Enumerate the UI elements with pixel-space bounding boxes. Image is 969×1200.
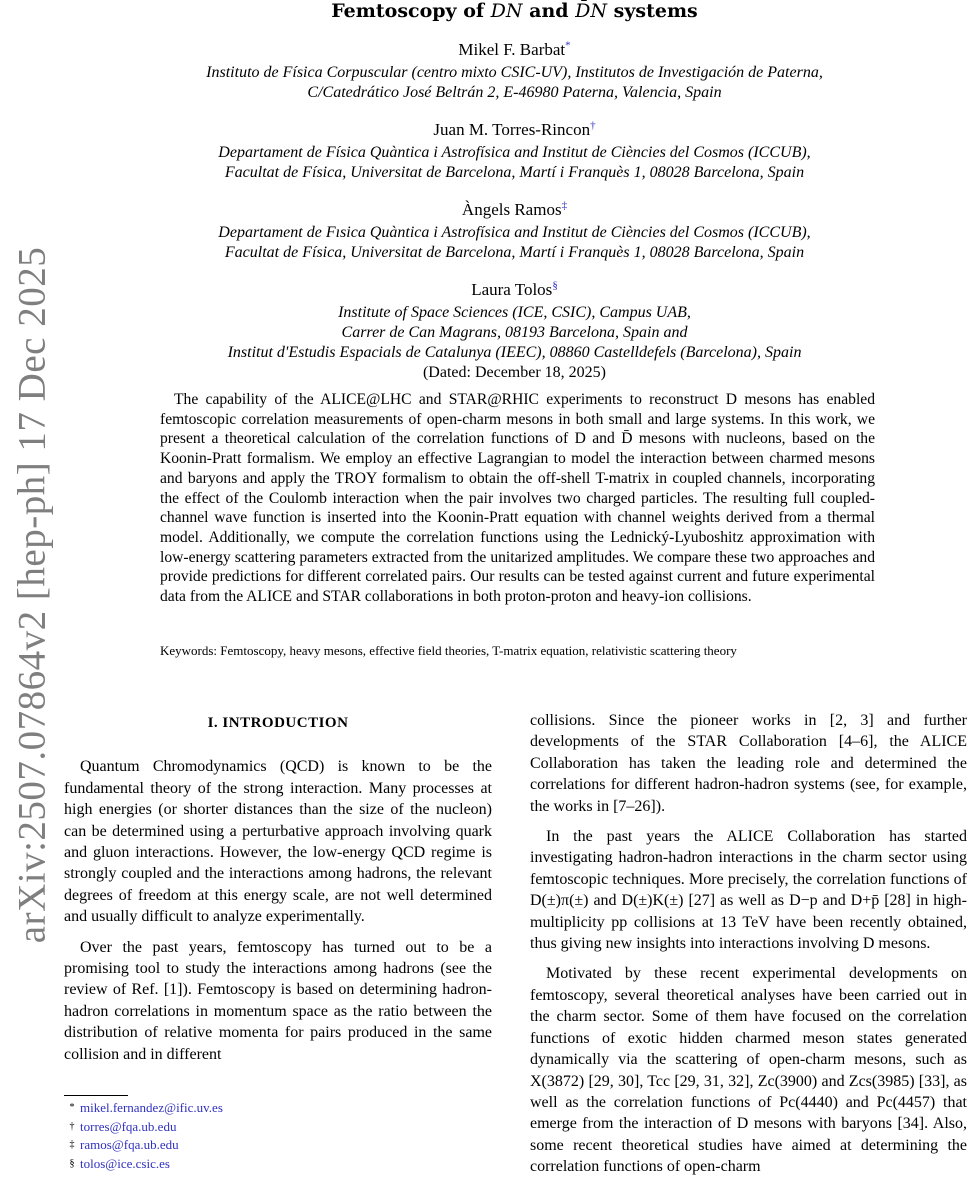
- arxiv-sidebar: [0, 0, 60, 1200]
- footnote: [64, 1155, 223, 1174]
- body-paragraph: Motivated by these recent experimental developments on femtoscopy, several theoretical analyses have been carried out in the charm sector. Some of them have focused on the correlation functions of exotic hidden charmed meson states generated dynamically via the scattering of open-charm mesons, such as X(3872) [29, 30], Tcc [29, 31, 32], Zc(3900) and Zcs(3985) [33], as well as the correlation functions of Pc(4440) and Pc(4457) that emerge from the interaction of D mesons with baryons [34]. Also, some recent theoretical studies have aimed at determining the correlation functions of open-charm: [530, 965, 967, 1176]
- author-block: [60, 280, 969, 383]
- author-block: [60, 200, 969, 263]
- affiliation-line: C/Catedrático José Beltrán 2, E-46980 Paterna, Valencia, Spain: [307, 84, 722, 101]
- affiliation-line: Departament de Fısica Quàntica i Astrofísica and Institut de Ciències del Cosmos (ICCUB),: [218, 224, 811, 241]
- affiliation-line: Departament de Física Quàntica i Astrofísica and Institut de Ciències del Cosmos (ICCUB),: [218, 144, 811, 161]
- author-list: [60, 40, 969, 383]
- footnote-mark: *: [69, 1102, 75, 1113]
- footnote-mark: ‡: [69, 1139, 75, 1150]
- section-heading: I. INTRODUCTION: [207, 715, 349, 731]
- email-link[interactable]: mikel.fernandez@ific.uv.es: [80, 1100, 223, 1115]
- email-link[interactable]: ramos@fqa.ub.edu: [80, 1137, 179, 1152]
- author-footnote-link[interactable]: *: [565, 39, 571, 52]
- footnote: [64, 1136, 223, 1155]
- affiliation-line: Facultat de Física, Universitat de Barcelona, Martí i Franquès 1, 08028 Barcelona, Spain: [224, 244, 805, 261]
- affiliation-line: Instituto de Física Corpuscular (centro mixto CSIC-UV), Institutos de Investigación de Paterna,: [206, 64, 823, 81]
- author-name-text: Mikel F. Barbat: [458, 40, 566, 59]
- footnote-rule: [64, 1095, 128, 1096]
- author-block: [60, 40, 969, 103]
- footnote-mark: †: [69, 1120, 75, 1132]
- author-name: [60, 120, 969, 140]
- body-paragraph: Quantum Chromodynamics (QCD) is known to be the fundamental theory of the strong interaction. Many processes at high energies (or shorter distances than the size of the nucleon) can be determined using a perturbative approach involving quark and gluon interactions. However, the low-energy QCD regime is strongly coupled and the interactions among hadrons, the relevant degrees of freedom at this energy scale, are not well determined and usually difficult to analyze experimentally.: [64, 758, 492, 926]
- footnote: [64, 1099, 223, 1118]
- author-footnote-link[interactable]: †: [590, 119, 596, 132]
- footnote-mark: §: [69, 1157, 75, 1169]
- author-name-text: Àngels Ramos: [461, 200, 562, 219]
- body-paragraph: In the past years the ALICE Collaboration has started investigating hadron-hadron interactions in the charm sector using femtoscopic techniques. More precisely, the correlation functions of D(±)π(±) and D(±)K(±) [27] as well as D−p and D+p̄ [28] in high-multiplicity pp collisions at 13 TeV have been recently obtained, thus giving new insights into interactions involving D mesons.: [530, 828, 967, 953]
- body-paragraph: Over the past years, femtoscopy has turned out to be a promising tool to study the interactions among hadrons (see the review of Ref. [1]). Femtoscopy is based on determining hadron-hadron correlations in momentum space as the ratio between the distribution of relative momenta for pairs produced in the same collision and in different: [64, 938, 492, 1063]
- author-footnote-link[interactable]: §: [552, 279, 558, 292]
- email-link[interactable]: tolos@ice.csic.es: [80, 1155, 170, 1171]
- author-block: [60, 120, 969, 183]
- left-column: [64, 713, 492, 1074]
- title-dbarn: D̄N: [575, 0, 608, 22]
- footnotes: [64, 1099, 223, 1173]
- arxiv-identifier[interactable]: arXiv:2507.07864v2 [hep-ph] 17 Dec 2025: [10, 246, 54, 944]
- affiliation-line: Carrer de Can Magrans, 08193 Barcelona, Spain and: [341, 324, 688, 341]
- author-name: [60, 200, 969, 220]
- author-footnote-link[interactable]: ‡: [561, 199, 568, 212]
- author-name: [60, 40, 969, 60]
- paper-title: [60, 0, 969, 22]
- abstract: The capability of the ALICE@LHC and STAR@RHIC experiments to reconstruct D mesons has enabled femtoscopic correlation measurements of open-charm mesons in both small and large systems. In this work, we present a theoretical calculation of the correlation functions of D and D̄ mesons with nucleons, based on the Koonin-Pratt formalism. We employ an effective Lagrangian to model the interaction between charmed mesons and baryons and apply the TROY formalism to obtain the off-shell T-matrix in coupled channels, incorporating the effect of the Coulomb interaction when the pair involves two charged particles. The resulting full coupled-channel wave function is inserted into the Koonin-Pratt equation with channel weights derived from a thermal model. Additionally, we compute the correlation functions using the Lednický-Lyuboshitz approximation with low-energy scattering parameters extracted from the unitarized amplitudes. We compare these two approaches and provide predictions for different correlated pairs. Our results can be tested against current and future experimental data from the ALICE and STAR collaborations in both proton-proton and heavy-ion collisions.: [160, 391, 875, 606]
- title-dn: DN: [490, 0, 523, 22]
- title-and: and: [522, 0, 576, 22]
- affiliation-line: Institut d'Estudis Espacials de Catalunya (IEEC), 08860 Castelldefels (Barcelona), Spain: [227, 344, 802, 361]
- right-column: [530, 710, 967, 1187]
- affiliation-line: Institute of Space Sciences (ICE, CSIC), Campus UAB,: [338, 304, 691, 321]
- email-link[interactable]: torres@fqa.ub.edu: [80, 1118, 177, 1134]
- dated-line: (Dated: December 18, 2025): [422, 364, 607, 381]
- author-name: [60, 280, 969, 300]
- affiliation-line: Facultat de Física, Universitat de Barcelona, Martí i Franquès 1, 08028 Barcelona, Spain: [224, 164, 805, 181]
- keywords: Keywords: Femtoscopy, heavy mesons, effective field theories, T-matrix equation, relativistic scattering theory: [160, 643, 737, 658]
- body-paragraph: collisions. Since the pioneer works in [2, 3] and further developments of the STAR Collaboration [4–6], the ALICE Collaboration has taken the leading role and determined the correlations for different hadron-hadron systems (see, for example, the works in [7–26]).: [530, 712, 967, 815]
- title-suffix: systems: [607, 0, 698, 22]
- footnote: [64, 1118, 223, 1137]
- author-name-text: Laura Tolos: [471, 280, 553, 299]
- author-name-text: Juan M. Torres-Rincon: [433, 120, 591, 139]
- title-prefix: Femtoscopy of: [331, 0, 491, 22]
